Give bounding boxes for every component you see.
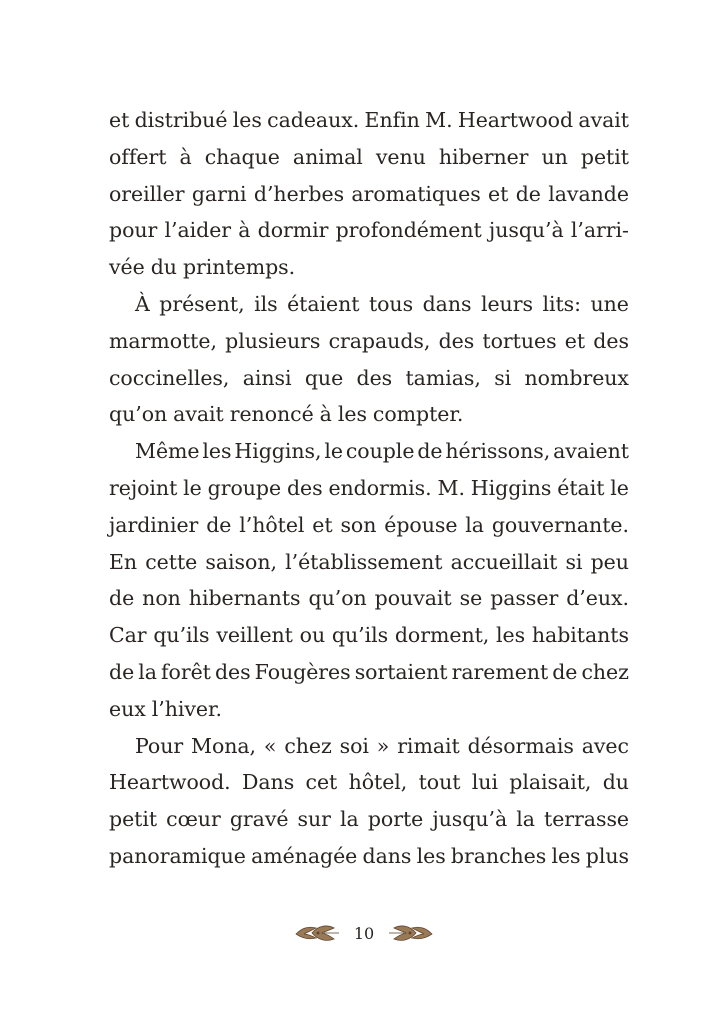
body-text [109, 102, 629, 875]
text-line: vée du printemps. [109, 255, 296, 280]
text-line: qu’on avait renoncé à les compter. [109, 402, 464, 427]
text-line: offert à chaque animal venu hiberner un petit [109, 144, 629, 169]
text-line: oreiller garni d’herbes aromatiques et de lavande [109, 181, 629, 206]
text-line: de la forêt des Fougères sortaient rarement de chez [109, 659, 629, 684]
text-line: et distribué les cadeaux. Enfin M. Heartwood avait [109, 108, 629, 132]
text-line: panoramique aménagée dans les branches les plus [109, 843, 629, 868]
text-line: jardinier de l’hôtel et son épouse la gouvernante. [109, 512, 629, 537]
leaf-ornament-right-icon [388, 922, 434, 944]
text-line: rejoint le groupe des endormis. M. Higgins était le [109, 475, 629, 500]
page-footer [0, 918, 728, 948]
text-line: En cette saison, l’établissement accueillait si peu [109, 549, 629, 574]
leaf-ornament-left-icon [294, 922, 340, 944]
text-line: de non hibernants qu’on pouvait se passer d’eux. [109, 586, 629, 611]
text-line: coccinelles, ainsi que des tamias, si nombreux [109, 365, 629, 390]
text-line: Même les Higgins, le couple de hérissons, avaient [135, 439, 629, 464]
text-line: Heartwood. Dans cet hôtel, tout lui plaisait, du [109, 770, 629, 795]
text-line: pour l’aider à dormir profondément jusqu’à l’arri- [109, 218, 629, 243]
text-line: Pour Mona, « chez soi » rimait désormais avec [135, 733, 629, 758]
text-line: marmotte, plusieurs crapauds, des tortues et des [109, 328, 629, 353]
text-line: petit cœur gravé sur la porte jusqu’à la terrasse [109, 807, 629, 832]
page-number: 10 [353, 923, 375, 943]
text-line: eux l’hiver. [109, 696, 222, 721]
text-line: À présent, ils étaient tous dans leurs lits: une [135, 291, 629, 316]
text-line: Car qu’ils veillent ou qu’ils dorment, les habitants [109, 623, 629, 648]
